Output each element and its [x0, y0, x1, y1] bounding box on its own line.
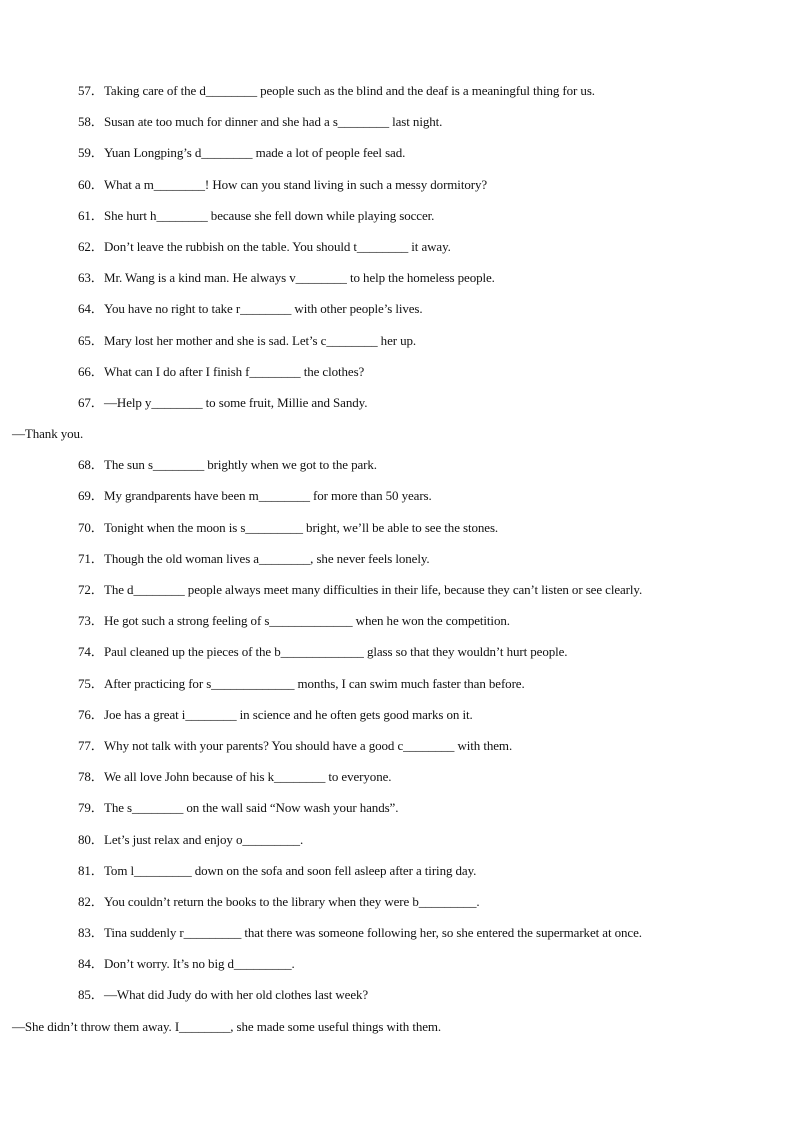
question-number: 85．: [78, 987, 104, 1003]
question-number: 73．: [78, 613, 104, 629]
question-75: [78, 675, 768, 706]
question-number: 78．: [78, 769, 104, 785]
question-text: —Help y________ to some fruit, Millie and Sandy.: [104, 394, 368, 410]
question-78: [78, 768, 768, 799]
question-number: 58．: [78, 114, 104, 130]
question-82: [78, 893, 768, 924]
question-text: What can I do after I finish f________ the clothes?: [104, 363, 365, 379]
question-number: 64．: [78, 301, 104, 317]
question-number: 67．: [78, 394, 104, 410]
question-59: [78, 144, 768, 175]
question-number: 71．: [78, 550, 104, 566]
question-number: 59．: [78, 145, 104, 161]
question-number: 70．: [78, 519, 104, 535]
question-79: [78, 799, 768, 830]
question-text: The d________ people always meet many difficulties in their life, because they can’t listen or see clearly.: [104, 582, 643, 597]
question-text: You have no right to take r________ with other people’s lives.: [104, 301, 423, 317]
question-85: [78, 986, 768, 1017]
question-number: 83．: [78, 925, 104, 941]
question-number: 62．: [78, 238, 104, 254]
question-66: [78, 363, 768, 394]
question-number: 65．: [78, 332, 104, 348]
question-77: [78, 737, 768, 768]
question-number: 76．: [78, 706, 104, 722]
question-81: [78, 862, 768, 893]
question-number: 63．: [78, 270, 104, 286]
question-text: Don’t leave the rubbish on the table. You should t________ it away.: [104, 238, 451, 254]
question-number: 57．: [78, 83, 104, 98]
question-58: [78, 113, 768, 144]
question-text: The sun s________ brightly when we got to the park.: [104, 457, 377, 473]
question-number: 68．: [78, 457, 104, 473]
question-text: He got such a strong feeling of s_____________ when he won the competition.: [104, 613, 510, 629]
question-61: [78, 207, 768, 238]
question-85-reply: [12, 1018, 768, 1049]
question-number: 79．: [78, 800, 104, 816]
question-text: My grandparents have been m________ for more than 50 years.: [104, 488, 432, 504]
question-62: [78, 238, 768, 269]
question-67-reply: [12, 425, 768, 456]
question-text: Joe has a great i________ in science and he often gets good marks on it.: [104, 706, 473, 722]
question-text: Susan ate too much for dinner and she had a s________ last night.: [104, 114, 443, 130]
question-70: [78, 519, 768, 550]
question-number: 72．: [78, 582, 104, 597]
question-84: [78, 955, 768, 986]
question-text: You couldn’t return the books to the library when they were b_________.: [104, 893, 480, 909]
question-64: [78, 300, 768, 331]
question-text: Tina suddenly r_________ that there was someone following her, so she entered the supermarket at once.: [104, 925, 642, 941]
question-text: Let’s just relax and enjoy o_________.: [104, 831, 304, 847]
question-list: [12, 82, 768, 1049]
question-57: [78, 82, 768, 113]
question-text: Tonight when the moon is s_________ bright, we’ll be able to see the stones.: [104, 519, 499, 535]
question-71: [78, 550, 768, 581]
question-80: [78, 831, 768, 862]
question-text: The s________ on the wall said “Now wash your hands”.: [104, 800, 399, 816]
question-72: [78, 581, 768, 612]
question-60: [78, 176, 768, 207]
question-68: [78, 456, 768, 487]
question-number: 77．: [78, 737, 104, 753]
question-63: [78, 269, 768, 300]
question-text: Though the old woman lives a________, she never feels lonely.: [104, 550, 430, 566]
question-text: After practicing for s_____________ months, I can swim much faster than before.: [104, 675, 525, 691]
question-number: 82．: [78, 893, 104, 909]
question-text: —Thank you.: [12, 426, 84, 442]
question-74: [78, 643, 768, 674]
question-83: [78, 924, 768, 955]
question-number: 75．: [78, 675, 104, 691]
question-text: —She didn’t throw them away. I________, she made some useful things with them.: [12, 1018, 442, 1034]
question-73: [78, 612, 768, 643]
question-text: Why not talk with your parents? You should have a good c________ with them.: [104, 737, 513, 753]
question-67: [78, 394, 768, 425]
question-number: 81．: [78, 862, 104, 878]
question-number: 61．: [78, 207, 104, 223]
question-text: Taking care of the d________ people such as the blind and the deaf is a meaningful thing for us.: [104, 83, 595, 98]
question-number: 60．: [78, 176, 104, 192]
question-number: 80．: [78, 831, 104, 847]
question-69: [78, 487, 768, 518]
question-number: 84．: [78, 956, 104, 972]
question-number: 74．: [78, 644, 104, 660]
question-text: Don’t worry. It’s no big d_________.: [104, 956, 295, 972]
question-text: Paul cleaned up the pieces of the b_____________ glass so that they wouldn’t hurt people.: [104, 644, 568, 660]
question-76: [78, 706, 768, 737]
question-text: She hurt h________ because she fell down while playing soccer.: [104, 207, 435, 223]
question-number: 69．: [78, 488, 104, 504]
question-text: What a m________! How can you stand living in such a messy dormitory?: [104, 176, 488, 192]
question-text: Yuan Longping’s d________ made a lot of people feel sad.: [104, 145, 406, 161]
question-65: [78, 332, 768, 363]
question-number: 66．: [78, 363, 104, 379]
question-text: Mr. Wang is a kind man. He always v________ to help the homeless people.: [104, 270, 495, 286]
question-text: —What did Judy do with her old clothes last week?: [104, 987, 369, 1003]
question-text: We all love John because of his k________ to everyone.: [104, 769, 392, 785]
question-text: Tom l_________ down on the sofa and soon fell asleep after a tiring day.: [104, 862, 477, 878]
question-text: Mary lost her mother and she is sad. Let’s c________ her up.: [104, 332, 417, 348]
